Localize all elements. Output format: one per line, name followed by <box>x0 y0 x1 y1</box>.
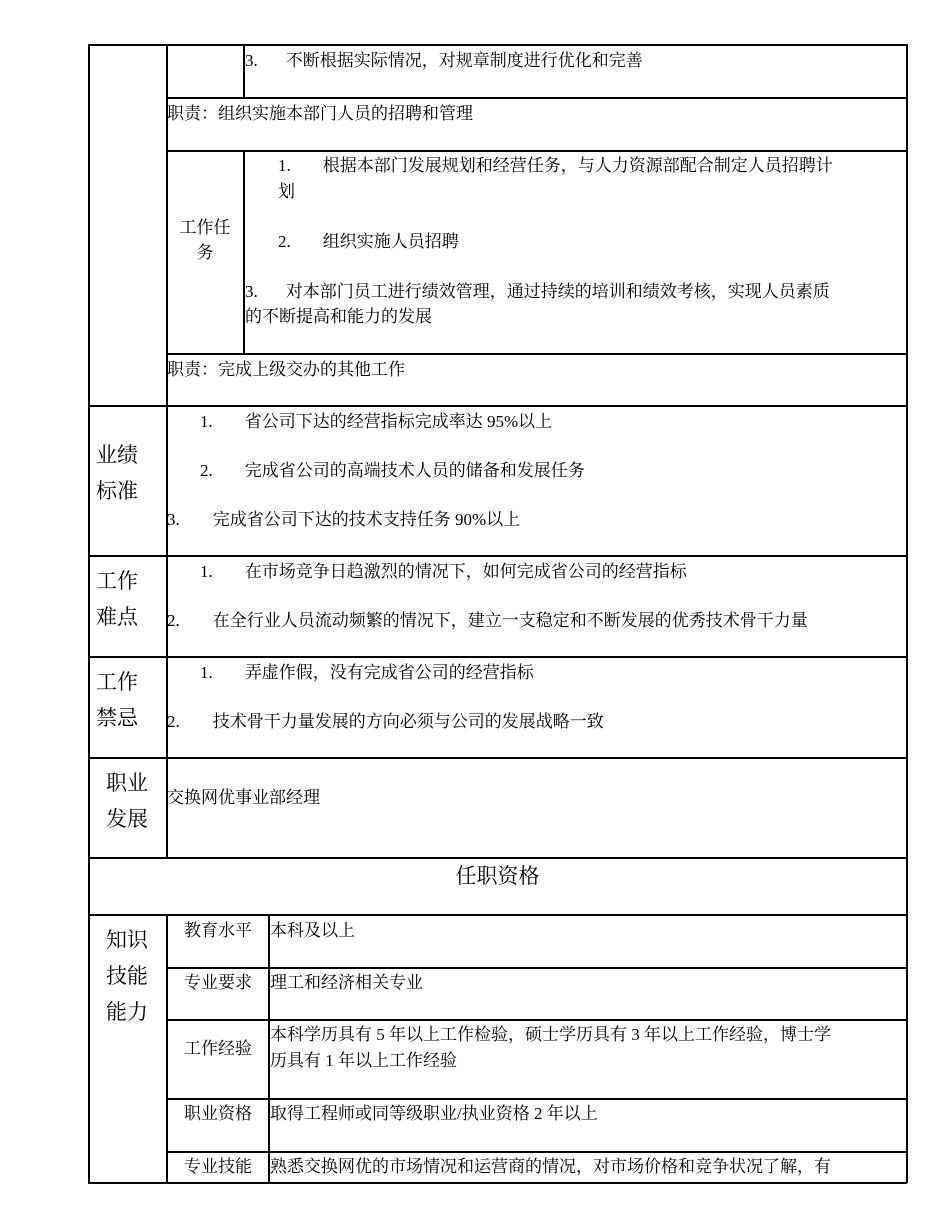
section-label-career: 职业 发展 <box>106 771 148 831</box>
section-divider <box>88 656 907 658</box>
qual-value: 熟悉交换网优的市场情况和运营商的情况，对市场价格和竞争状况了解，有 <box>270 1157 831 1176</box>
row-divider <box>166 150 907 152</box>
list-item <box>200 660 534 685</box>
item-text: 弄虚作假，没有完成省公司的经营指标 <box>244 663 534 682</box>
qual-label: 教育水平 <box>184 921 252 940</box>
qual-label: 职业资格 <box>184 1104 252 1123</box>
section-divider <box>88 857 907 859</box>
section-divider <box>88 405 907 407</box>
qual-label: 专业要求 <box>184 973 252 992</box>
qual-row-divider <box>166 967 907 969</box>
item-text: 不断根据实际情况，对规章制度进行优化和完善 <box>285 51 643 70</box>
item-number: 1. <box>200 562 213 581</box>
list-item <box>167 709 604 734</box>
list-item <box>278 153 833 178</box>
table-left-border <box>88 44 90 1183</box>
table-top-border <box>88 44 907 46</box>
item-number: 2. <box>167 712 180 731</box>
section-divider <box>88 757 907 759</box>
list-item <box>167 507 520 532</box>
table-bottom-border <box>88 1182 907 1184</box>
qual-row-divider <box>166 1151 907 1153</box>
list-item <box>200 409 552 434</box>
label-column-divider <box>166 44 168 858</box>
section-label-taboo: 工作 禁忌 <box>96 670 138 730</box>
item-number: 2. <box>167 611 180 630</box>
qual-row-divider <box>166 1098 907 1100</box>
list-item <box>245 48 643 73</box>
section-label-difficulty: 工作 难点 <box>96 569 138 629</box>
item-text: 在全行业人员流动频繁的情况下，建立一支稳定和不断发展的优秀技术骨干力量 <box>212 611 808 630</box>
item-text: 技术骨干力量发展的方向必须与公司的发展战略一致 <box>212 712 604 731</box>
qual-row-divider <box>166 1019 907 1021</box>
item-number: 2. <box>200 461 213 480</box>
section-divider <box>88 914 907 916</box>
item-continuation: 的不断提高和能力的发展 <box>245 307 432 326</box>
list-item <box>245 279 830 304</box>
task-label: 工作任 务 <box>179 218 231 262</box>
item-number: 3. <box>167 510 180 529</box>
item-text: 在市场竞争日趋激烈的情况下，如何完成省公司的经营指标 <box>244 562 687 581</box>
item-number: 2. <box>278 232 291 251</box>
item-number: 1. <box>278 156 291 175</box>
row-divider <box>166 353 907 355</box>
qual-label: 专业技能 <box>184 1157 252 1176</box>
qual-value: 取得工程师或同等级职业/执业资格 2 年以上 <box>270 1104 598 1123</box>
item-text: 完成省公司下达的技术支持任务 90%以上 <box>212 510 521 529</box>
section-label-performance: 业绩 标准 <box>96 443 138 503</box>
section-label-knowledge: 知识 技能 能力 <box>106 928 148 1024</box>
row-divider <box>166 97 907 99</box>
item-text: 完成省公司的高端技术人员的储备和发展任务 <box>244 461 585 480</box>
item-number: 3. <box>245 51 258 70</box>
career-value: 交换网优事业部经理 <box>167 788 320 807</box>
duty-text: 职责：组织实施本部门人员的招聘和管理 <box>167 104 473 123</box>
qual-value: 理工和经济相关专业 <box>270 973 423 992</box>
item-text: 对本部门员工进行绩效管理，通过持续的培训和绩效考核，实现人员素质 <box>285 282 830 301</box>
section-divider <box>88 555 907 557</box>
item-number: 3. <box>245 282 258 301</box>
item-text: 省公司下达的经营指标完成率达 95%以上 <box>244 412 553 431</box>
list-item <box>167 608 808 633</box>
table-right-border <box>906 44 908 1183</box>
item-text: 根据本部门发展规划和经营任务，与人力资源部配合制定人员招聘计 <box>322 156 833 175</box>
item-number: 1. <box>200 663 213 682</box>
qual-value: 本科学历具有 5 年以上工作检验，硕士学历具有 3 年以上工作经验，博士学 <box>270 1025 831 1044</box>
list-item <box>278 229 459 254</box>
item-number: 1. <box>200 412 213 431</box>
qual-label: 工作经验 <box>184 1039 252 1058</box>
section-title-qualification: 任职资格 <box>455 864 540 888</box>
list-item <box>200 458 585 483</box>
list-item <box>200 559 687 584</box>
qual-value: 本科及以上 <box>270 921 355 940</box>
item-continuation: 划 <box>278 182 295 201</box>
qual-value-continuation: 历具有 1 年以上工作经验 <box>270 1051 457 1070</box>
duty-text: 职责：完成上级交办的其他工作 <box>167 360 405 379</box>
item-text: 组织实施人员招聘 <box>322 232 459 251</box>
